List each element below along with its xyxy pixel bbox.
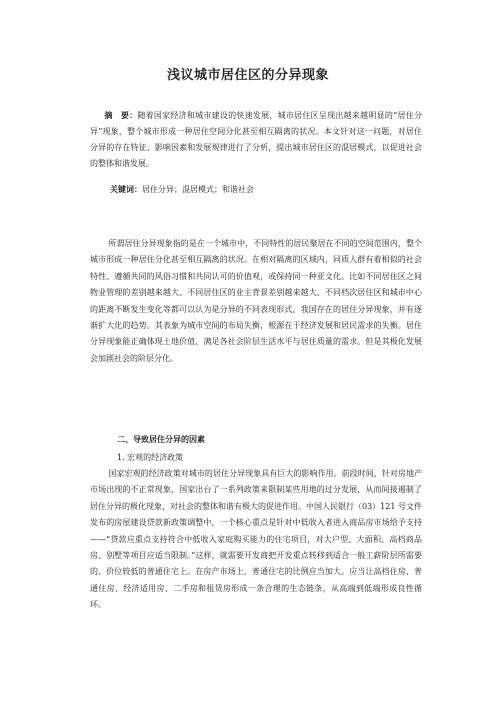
abstract-paragraph: [90, 108, 422, 172]
section-paragraph: 国家宏观的经济政策对城市的居住分异现象具有巨大的影响作用。前段时间，针对房地产市场出现的不正常现象，国家出台了一系列政策来限制某些用地的过分发展，从而间接遏制了居住分异的极化现象，对社会的整体和谐有极大的促进作用。中国人民银行（03）121 号文件发布的房屋建设贷款新政策调整中，一个核心重点是针对中低收入者进入商品房市场给予支持——“贷款应重点支持符合中低收入家庭购买能力的住宅项目，对大户型、大面积、高档商品房、别墅等项目应适当限制。”这样，就需要开发商把开发重点转移到适合一般工薪阶层所需要的、价位较低的普通住宅上。在房产市场上，普通住宅的比例应当加大。应当让高档住房、普通住房、经济适用房、二手房和租赁房形成一条合理的生态链条，从高端到低端形成良性循环。: [90, 469, 422, 610]
keywords-label: 关键词：: [110, 185, 142, 194]
abstract-text: 随着国家经济和城市建设的快速发展，城市居住区呈现出越来越明显的“居住分异”现象，整个城市形成一种居住空间分化甚至相互隔离的状况。本文针对这一问题，对居住分异的存在特征、影响因素和发展规律进行了分析，提出城市居住区的混居模式，以促进社会的整体和谐发展。: [90, 111, 423, 168]
section-heading: 二、导致居住分异的因素: [117, 435, 205, 444]
keywords-line: [110, 184, 430, 196]
page-title: 浅议城市居住区的分异现象: [166, 68, 329, 83]
subsection-heading: 1. 宏观的经济政策: [117, 453, 184, 462]
intro-paragraph: 所谓居住分异现象指的是在一个城市中，不同特性的居民聚居在不同的空间范围内，整个城市形成一种居住分化甚至相互隔离的状况。在相对隔离的区域内，同质人群有着相似的社会特性、遵循共同的风俗习惯和共同认可的价值观，或保持同一种亚文化。比如不同居住区之间物业管理的差别越来越大、不同居住区的业主背景差别越来越大、不同档次居住区和城市中心的距离不断发生变化等都可以认为是分异的不同表现形式。我国存在的居住分异现象，并有逐渐扩大化的趋势。其表象为城市空间的布局失衡，根源在于经济发展和居民需求的失衡。居住分异现象能正确体现土地价值、满足各社会阶层生活水平与居住质量的需求。但是其极化发展会加剧社会的阶层分化。: [90, 239, 422, 363]
keywords-text: 居住分异；混居模式；和谐社会: [142, 185, 254, 194]
abstract-block: [90, 108, 422, 172]
abstract-label: 摘 要：: [104, 111, 138, 120]
